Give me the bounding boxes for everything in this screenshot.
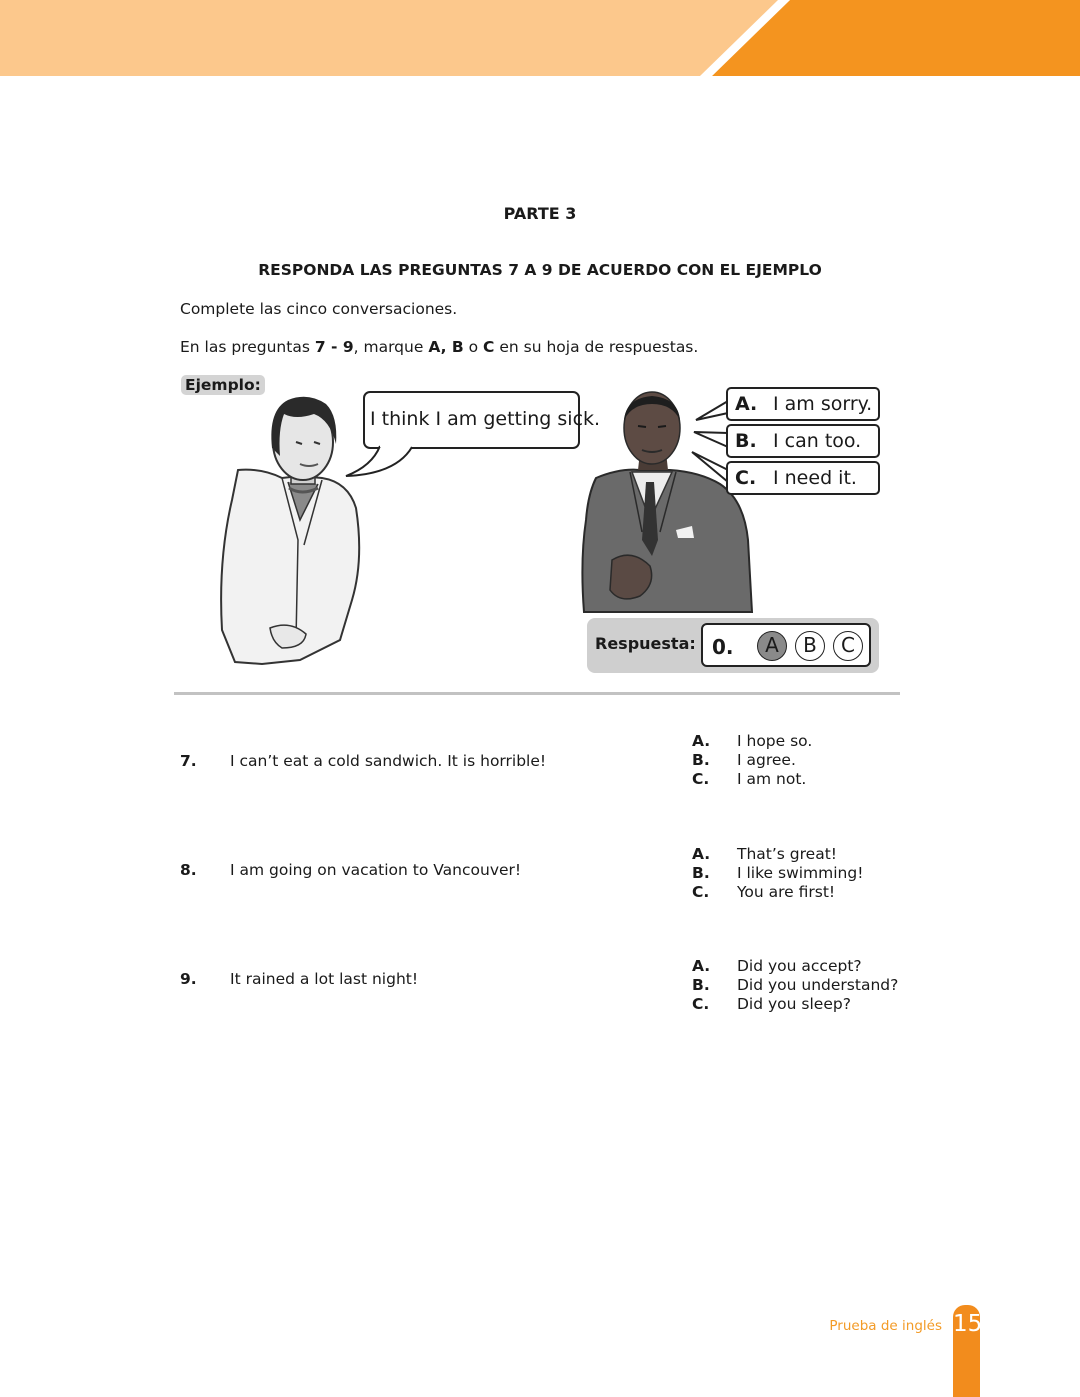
speech-bubble-text: I think I am getting sick. <box>370 408 601 430</box>
answer-bubble-a: A <box>757 631 787 661</box>
example-label: Ejemplo: <box>181 375 265 395</box>
example-option-a: A. I am sorry. <box>726 387 880 421</box>
woman-illustration <box>221 397 359 664</box>
answer-sheet <box>701 623 871 667</box>
answer-number: 0. <box>712 635 734 659</box>
section-divider <box>174 692 900 695</box>
answer-bubble-b: B <box>795 631 825 661</box>
example-option-b: B. I can too. <box>726 424 880 458</box>
page-number: 15 <box>953 1311 983 1337</box>
option-connectors <box>692 401 728 482</box>
answer-label: Respuesta: <box>595 634 696 653</box>
instruction-title: RESPONDA LAS PREGUNTAS 7 A 9 DE ACUERDO CON EL EJEMPLO <box>258 261 822 279</box>
answer-bubble-c: C <box>833 631 863 661</box>
part-title: PARTE 3 <box>503 204 577 223</box>
instruction-line-2: En las preguntas 7 - 9, marque A, B o C en su hoja de respuestas. <box>180 338 699 356</box>
instruction-line-1: Complete las cinco conversaciones. <box>180 300 458 318</box>
footer-label: Prueba de inglés <box>829 1318 942 1334</box>
page-number-tab <box>953 1305 983 1397</box>
answer-box <box>587 618 879 673</box>
example-option-c: C. I need it. <box>726 461 880 495</box>
speech-bubble <box>346 392 579 476</box>
